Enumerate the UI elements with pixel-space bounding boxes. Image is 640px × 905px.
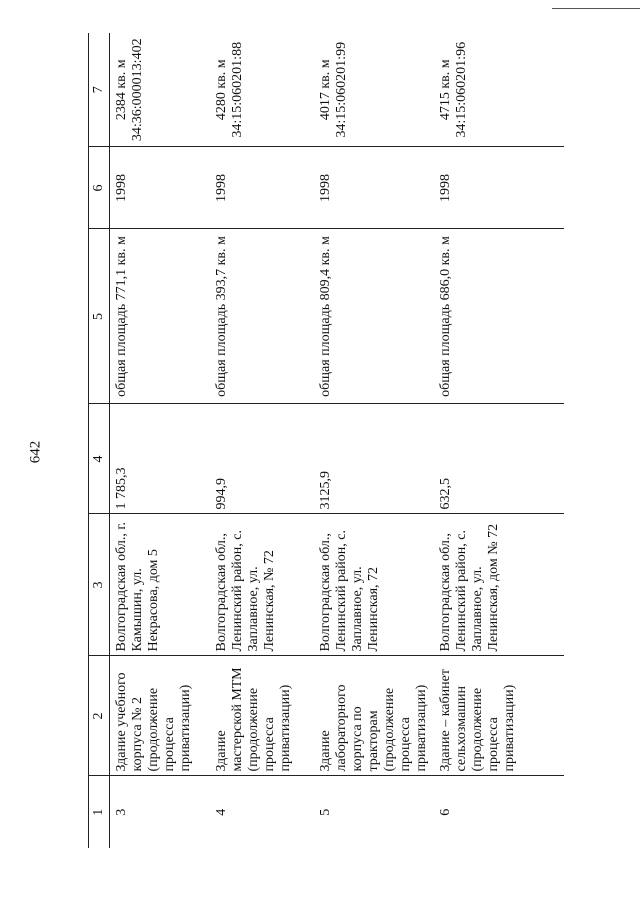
object-value: 632,5 <box>434 404 564 514</box>
land-area: 4280 кв. м <box>214 59 229 121</box>
table-row <box>434 33 564 848</box>
object-name: Здание – кабинет сельхозмашин (продолжение процесса приватизации) <box>434 656 564 776</box>
cadastral-number: 34:15:060201:96 <box>454 41 469 138</box>
object-address: Волгоградская обл., Ленинский район, с. Заплавное, ул. Ленинская, № 72 <box>210 514 314 656</box>
row-number: 6 <box>438 808 453 816</box>
land-area: 4017 кв. м <box>318 59 333 121</box>
table-row <box>110 33 211 848</box>
table-row <box>314 33 434 848</box>
col-header-4: 4 <box>89 404 110 514</box>
object-address: Волгоградская обл., г. Камышин, ул. Некрасова, дом 5 <box>110 514 211 656</box>
object-year: 1998 <box>434 147 564 229</box>
object-value: 3125,9 <box>314 404 434 514</box>
land-plot-cell <box>434 33 564 147</box>
object-characteristics: общая площадь 771,1 кв. м <box>110 229 211 404</box>
object-characteristics: общая площадь 393,7 кв. м <box>210 229 314 404</box>
object-value: 994,9 <box>210 404 314 514</box>
row-number: 3 <box>114 808 129 816</box>
object-year: 1998 <box>314 147 434 229</box>
page-number: 642 <box>27 440 44 464</box>
cadastral-number: 34:15:060201:88 <box>230 41 245 138</box>
col-header-5: 5 <box>89 229 110 404</box>
corner-rule <box>552 8 640 9</box>
table-row <box>210 33 314 848</box>
row-number: 5 <box>318 808 333 816</box>
land-area: 2384 кв. м <box>114 59 129 121</box>
cadastral-number: 34:15:060201:99 <box>334 41 349 138</box>
cadastral-number: 34:36:000013:402 <box>130 38 145 142</box>
object-name: Здание мастерской МТМ (продолжение процесса приватизации) <box>210 656 314 776</box>
land-plot-cell <box>210 33 314 147</box>
object-characteristics: общая площадь 686,0 кв. м <box>434 229 564 404</box>
object-year: 1998 <box>110 147 211 229</box>
land-area: 4715 кв. м <box>438 59 453 121</box>
row-number: 4 <box>214 808 229 816</box>
property-table <box>88 33 564 848</box>
rotated-table-wrapper <box>88 33 588 848</box>
col-header-1: 1 <box>89 776 110 848</box>
col-header-2: 2 <box>89 656 110 776</box>
col-header-7: 7 <box>89 33 110 147</box>
object-address: Волгоградская обл., Ленинский район, с. Заплавное, ул. Ленинская, 72 <box>314 514 434 656</box>
object-address: Волгоградская обл., Ленинский район, с. Заплавное, ул. Ленинская, дом № 72 <box>434 514 564 656</box>
col-header-3: 3 <box>89 514 110 656</box>
land-plot-cell <box>110 33 211 147</box>
land-plot-cell <box>314 33 434 147</box>
object-year: 1998 <box>210 147 314 229</box>
object-value: 1 785,3 <box>110 404 211 514</box>
object-name: Здание учебного корпуса № 2 (продолжение процесса приватизации) <box>110 656 211 776</box>
object-characteristics: общая площадь 809,4 кв. м <box>314 229 434 404</box>
object-name: Здание лабораторного корпуса по тракторам (продолжение процесса приватизации) <box>314 656 434 776</box>
col-header-6: 6 <box>89 147 110 229</box>
header-row <box>89 33 110 848</box>
